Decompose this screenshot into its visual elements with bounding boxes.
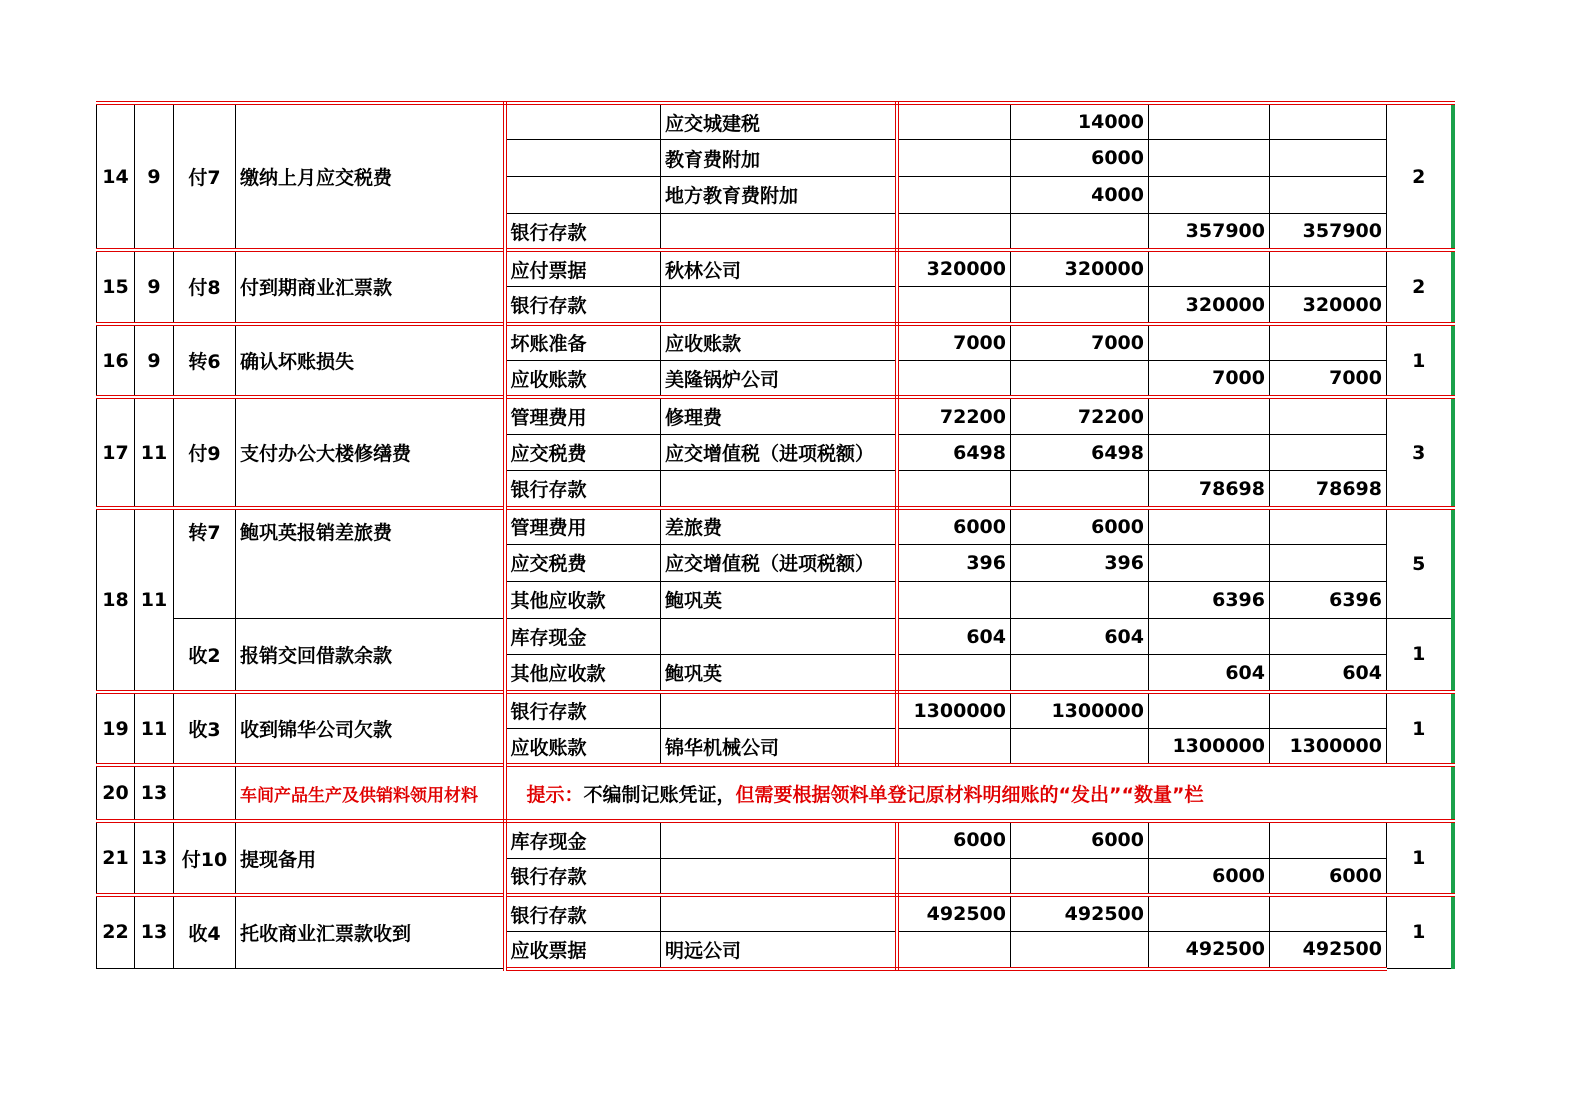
day-cell: 13 — [135, 895, 174, 969]
account-cell: 管理费用 — [505, 397, 661, 434]
seq-cell: 15 — [97, 250, 135, 324]
day-cell: 11 — [135, 692, 174, 766]
credit-total-cell — [1270, 324, 1387, 361]
debit-total-cell: 6000 — [1011, 140, 1149, 177]
account-cell — [505, 177, 661, 214]
debit-total-cell: 604 — [1011, 618, 1149, 655]
subaccount-cell — [661, 895, 897, 932]
table-row — [97, 250, 1453, 287]
summary-cell: 支付办公大楼修缮费 — [236, 397, 505, 507]
day-cell: 11 — [135, 397, 174, 507]
debit-cell — [897, 858, 1011, 895]
day-cell: 9 — [135, 324, 174, 398]
debit-total-cell — [1011, 932, 1149, 969]
debit-total-cell: 492500 — [1011, 895, 1149, 932]
journal-table — [96, 101, 1455, 971]
subaccount-cell — [661, 858, 897, 895]
debit-total-cell — [1011, 655, 1149, 692]
seq-cell: 18 — [97, 508, 135, 692]
debit-cell — [897, 471, 1011, 508]
account-cell — [505, 140, 661, 177]
subaccount-cell: 应交城建税 — [661, 103, 897, 140]
debit-cell — [897, 140, 1011, 177]
voucher-cell: 付10 — [174, 821, 236, 895]
debit-cell: 72200 — [897, 397, 1011, 434]
seq-cell: 19 — [97, 692, 135, 766]
debit-cell: 6000 — [897, 508, 1011, 545]
credit-cell: 1300000 — [1149, 729, 1270, 766]
seq-cell: 22 — [97, 895, 135, 969]
credit-cell — [1149, 324, 1270, 361]
account-cell: 管理费用 — [505, 508, 661, 545]
debit-total-cell — [1011, 581, 1149, 618]
account-cell: 库存现金 — [505, 618, 661, 655]
subaccount-cell: 应收账款 — [661, 324, 897, 361]
table-row — [97, 618, 1453, 655]
account-cell: 银行存款 — [505, 213, 661, 250]
debit-cell — [897, 361, 1011, 398]
note-plain: 不编制记账凭证， — [583, 783, 736, 806]
summary-cell: 托收商业汇票款收到 — [236, 895, 505, 969]
voucher-cell: 转7 — [174, 508, 236, 618]
credit-cell — [1149, 140, 1270, 177]
credit-cell — [1149, 545, 1270, 582]
credit-total-cell: 604 — [1270, 655, 1387, 692]
debit-total-cell: 6000 — [1011, 821, 1149, 858]
subaccount-cell — [661, 213, 897, 250]
credit-total-cell — [1270, 508, 1387, 545]
debit-total-cell — [1011, 858, 1149, 895]
table-row — [97, 397, 1453, 434]
seq-cell: 16 — [97, 324, 135, 398]
debit-total-cell: 320000 — [1011, 250, 1149, 287]
debit-total-cell — [1011, 287, 1149, 324]
credit-total-cell: 492500 — [1270, 932, 1387, 969]
table-row — [97, 821, 1453, 858]
subaccount-cell — [661, 821, 897, 858]
credit-total-cell — [1270, 177, 1387, 214]
credit-cell: 357900 — [1149, 213, 1270, 250]
summary-cell: 付到期商业汇票款 — [236, 250, 505, 324]
debit-total-cell: 4000 — [1011, 177, 1149, 214]
debit-cell — [897, 729, 1011, 766]
table-row — [97, 324, 1453, 361]
debit-cell — [897, 581, 1011, 618]
voucher-cell: 收4 — [174, 895, 236, 969]
account-cell: 银行存款 — [505, 287, 661, 324]
credit-total-cell — [1270, 895, 1387, 932]
credit-cell — [1149, 177, 1270, 214]
account-cell: 应收票据 — [505, 932, 661, 969]
credit-total-cell: 1300000 — [1270, 729, 1387, 766]
debit-total-cell — [1011, 361, 1149, 398]
debit-total-cell — [1011, 213, 1149, 250]
debit-cell: 6000 — [897, 821, 1011, 858]
credit-cell — [1149, 821, 1270, 858]
day-cell: 11 — [135, 508, 174, 692]
debit-total-cell: 1300000 — [1011, 692, 1149, 729]
table-row — [97, 103, 1453, 140]
seq-cell: 14 — [97, 103, 135, 250]
attachment-count-cell: 1 — [1387, 324, 1453, 398]
table-row — [97, 765, 1453, 821]
credit-cell: 6000 — [1149, 858, 1270, 895]
debit-cell — [897, 177, 1011, 214]
summary-cell: 鲍巩英报销差旅费 — [236, 508, 505, 618]
subaccount-cell: 地方教育费附加 — [661, 177, 897, 214]
credit-total-cell — [1270, 140, 1387, 177]
account-cell: 银行存款 — [505, 858, 661, 895]
subaccount-cell: 修理费 — [661, 397, 897, 434]
subaccount-cell: 应交增值税（进项税额） — [661, 434, 897, 471]
credit-total-cell — [1270, 545, 1387, 582]
account-cell — [505, 103, 661, 140]
credit-total-cell — [1270, 692, 1387, 729]
credit-total-cell: 357900 — [1270, 213, 1387, 250]
debit-total-cell: 72200 — [1011, 397, 1149, 434]
credit-total-cell: 6396 — [1270, 581, 1387, 618]
debit-cell — [897, 103, 1011, 140]
debit-cell: 604 — [897, 618, 1011, 655]
note-prefix: 提示： — [526, 783, 584, 806]
credit-total-cell — [1270, 397, 1387, 434]
subaccount-cell: 秋林公司 — [661, 250, 897, 287]
debit-total-cell: 6000 — [1011, 508, 1149, 545]
account-cell: 坏账准备 — [505, 324, 661, 361]
subaccount-cell: 教育费附加 — [661, 140, 897, 177]
voucher-cell: 付8 — [174, 250, 236, 324]
account-cell: 应交税费 — [505, 434, 661, 471]
account-cell: 银行存款 — [505, 692, 661, 729]
credit-cell: 320000 — [1149, 287, 1270, 324]
account-cell: 其他应收款 — [505, 655, 661, 692]
summary-cell: 缴纳上月应交税费 — [236, 103, 505, 250]
seq-cell: 21 — [97, 821, 135, 895]
subaccount-cell: 差旅费 — [661, 508, 897, 545]
attachment-count-cell: 5 — [1387, 508, 1453, 618]
debit-cell — [897, 287, 1011, 324]
attachment-count-cell: 3 — [1387, 397, 1453, 507]
credit-total-cell: 78698 — [1270, 471, 1387, 508]
debit-cell: 396 — [897, 545, 1011, 582]
subaccount-cell — [661, 471, 897, 508]
credit-cell — [1149, 250, 1270, 287]
subaccount-cell: 鲍巩英 — [661, 581, 897, 618]
day-cell: 9 — [135, 103, 174, 250]
summary-cell: 提现备用 — [236, 821, 505, 895]
subaccount-cell — [661, 692, 897, 729]
debit-cell — [897, 932, 1011, 969]
attachment-count-cell: 1 — [1387, 692, 1453, 766]
summary-cell: 收到锦华公司欠款 — [236, 692, 505, 766]
debit-total-cell — [1011, 729, 1149, 766]
voucher-cell — [174, 765, 236, 821]
debit-cell: 6498 — [897, 434, 1011, 471]
account-cell: 银行存款 — [505, 471, 661, 508]
account-cell: 应付票据 — [505, 250, 661, 287]
debit-total-cell — [1011, 471, 1149, 508]
credit-total-cell — [1270, 618, 1387, 655]
credit-cell: 6396 — [1149, 581, 1270, 618]
credit-total-cell — [1270, 434, 1387, 471]
credit-total-cell — [1270, 103, 1387, 140]
attachment-count-cell: 1 — [1387, 821, 1453, 895]
subaccount-cell: 应交增值税（进项税额） — [661, 545, 897, 582]
subaccount-cell — [661, 618, 897, 655]
account-cell: 应收账款 — [505, 729, 661, 766]
seq-cell: 20 — [97, 765, 135, 821]
credit-total-cell: 6000 — [1270, 858, 1387, 895]
account-cell: 应交税费 — [505, 545, 661, 582]
credit-total-cell — [1270, 821, 1387, 858]
debit-cell — [897, 655, 1011, 692]
voucher-cell: 收3 — [174, 692, 236, 766]
seq-cell: 17 — [97, 397, 135, 507]
subaccount-cell: 锦华机械公司 — [661, 729, 897, 766]
account-cell: 其他应收款 — [505, 581, 661, 618]
voucher-cell: 收2 — [174, 618, 236, 692]
summary-cell: 确认坏账损失 — [236, 324, 505, 398]
debit-cell: 7000 — [897, 324, 1011, 361]
attachment-count-cell: 2 — [1387, 250, 1453, 324]
credit-total-cell: 320000 — [1270, 287, 1387, 324]
account-cell: 银行存款 — [505, 895, 661, 932]
subaccount-cell: 鲍巩英 — [661, 655, 897, 692]
table-row — [97, 508, 1453, 545]
account-cell: 库存现金 — [505, 821, 661, 858]
account-cell: 应收账款 — [505, 361, 661, 398]
debit-cell: 492500 — [897, 895, 1011, 932]
table-row — [97, 692, 1453, 729]
subaccount-cell — [661, 287, 897, 324]
credit-cell — [1149, 397, 1270, 434]
note-cell — [505, 765, 1453, 821]
voucher-cell: 转6 — [174, 324, 236, 398]
attachment-count-cell: 1 — [1387, 895, 1453, 969]
credit-cell: 604 — [1149, 655, 1270, 692]
note-rest: 但需要根据领料单登记原材料明细账的“发出”“数量”栏 — [735, 783, 1204, 806]
voucher-cell: 付7 — [174, 103, 236, 250]
summary-cell: 报销交回借款余款 — [236, 618, 505, 692]
credit-cell: 78698 — [1149, 471, 1270, 508]
summary-cell: 车间产品生产及供销料领用材料 — [236, 765, 505, 821]
day-cell: 13 — [135, 765, 174, 821]
credit-cell — [1149, 895, 1270, 932]
credit-cell — [1149, 692, 1270, 729]
debit-total-cell: 396 — [1011, 545, 1149, 582]
credit-cell — [1149, 618, 1270, 655]
table-row — [97, 895, 1453, 932]
subaccount-cell: 明远公司 — [661, 932, 897, 969]
attachment-count-cell: 2 — [1387, 103, 1453, 250]
credit-total-cell — [1270, 250, 1387, 287]
voucher-cell: 付9 — [174, 397, 236, 507]
debit-cell: 1300000 — [897, 692, 1011, 729]
debit-cell — [897, 213, 1011, 250]
debit-cell: 320000 — [897, 250, 1011, 287]
day-cell: 9 — [135, 250, 174, 324]
debit-total-cell: 14000 — [1011, 103, 1149, 140]
day-cell: 13 — [135, 821, 174, 895]
credit-cell — [1149, 434, 1270, 471]
subaccount-cell: 美隆锅炉公司 — [661, 361, 897, 398]
attachment-count-cell: 1 — [1387, 618, 1453, 692]
credit-cell — [1149, 508, 1270, 545]
credit-total-cell: 7000 — [1270, 361, 1387, 398]
credit-cell: 492500 — [1149, 932, 1270, 969]
debit-total-cell: 6498 — [1011, 434, 1149, 471]
credit-cell — [1149, 103, 1270, 140]
credit-cell: 7000 — [1149, 361, 1270, 398]
debit-total-cell: 7000 — [1011, 324, 1149, 361]
